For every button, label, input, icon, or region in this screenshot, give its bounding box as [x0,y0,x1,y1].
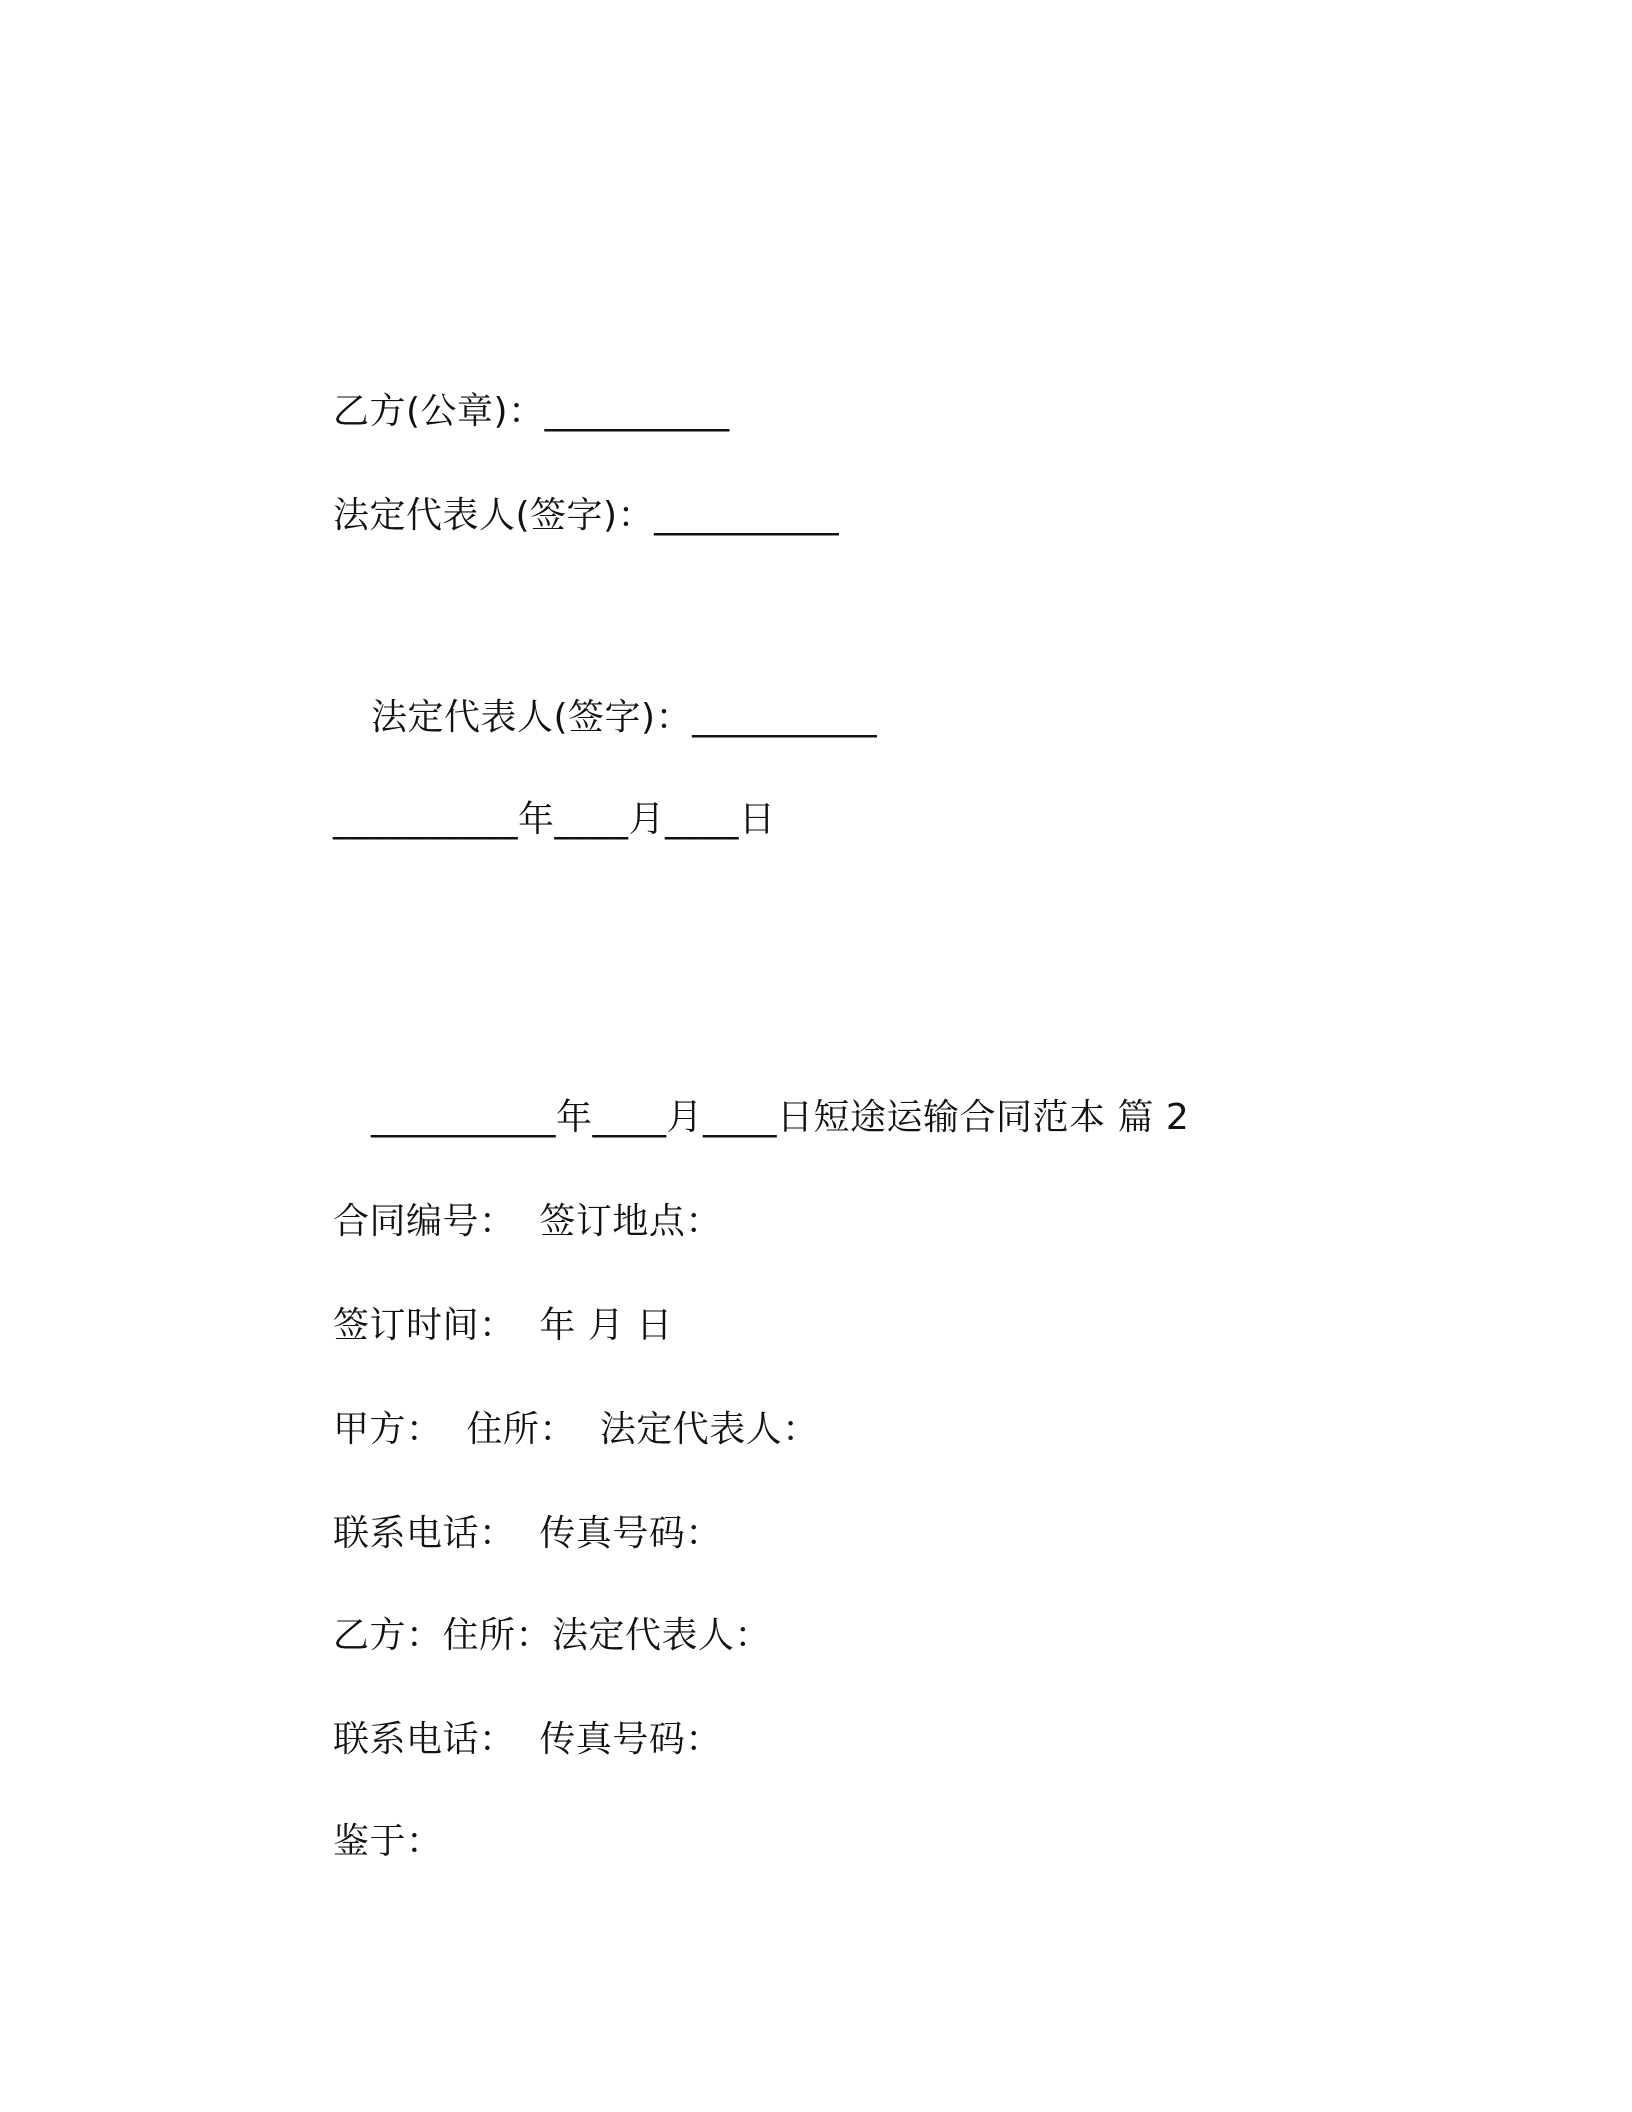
party-a-info-line: 甲方： 住所： 法定代表人： [333,1409,819,1450]
legal-rep-signature-line: 法定代表人(签字)：__________ [333,495,840,536]
party-b-info-line: 乙方：住所：法定代表人： [333,1615,772,1656]
contract-title-line: __________年____月____日短途运输合同范本 篇 2 [371,1097,1190,1138]
contract-number-place-line: 合同编号： 签订地点： [333,1201,722,1242]
legal-rep-signature-line-2: 法定代表人(签字)：__________ [371,697,878,738]
party-b-seal-line: 乙方(公章)：__________ [333,391,730,432]
party-a-contact-line: 联系电话： 传真号码： [333,1513,722,1554]
whereas-line: 鉴于： [333,1821,443,1862]
date-line: __________年____月____日 [333,799,776,840]
party-b-contact-line: 联系电话： 传真号码： [333,1719,722,1760]
signing-time-line: 签订时间： 年 月 日 [333,1305,673,1346]
